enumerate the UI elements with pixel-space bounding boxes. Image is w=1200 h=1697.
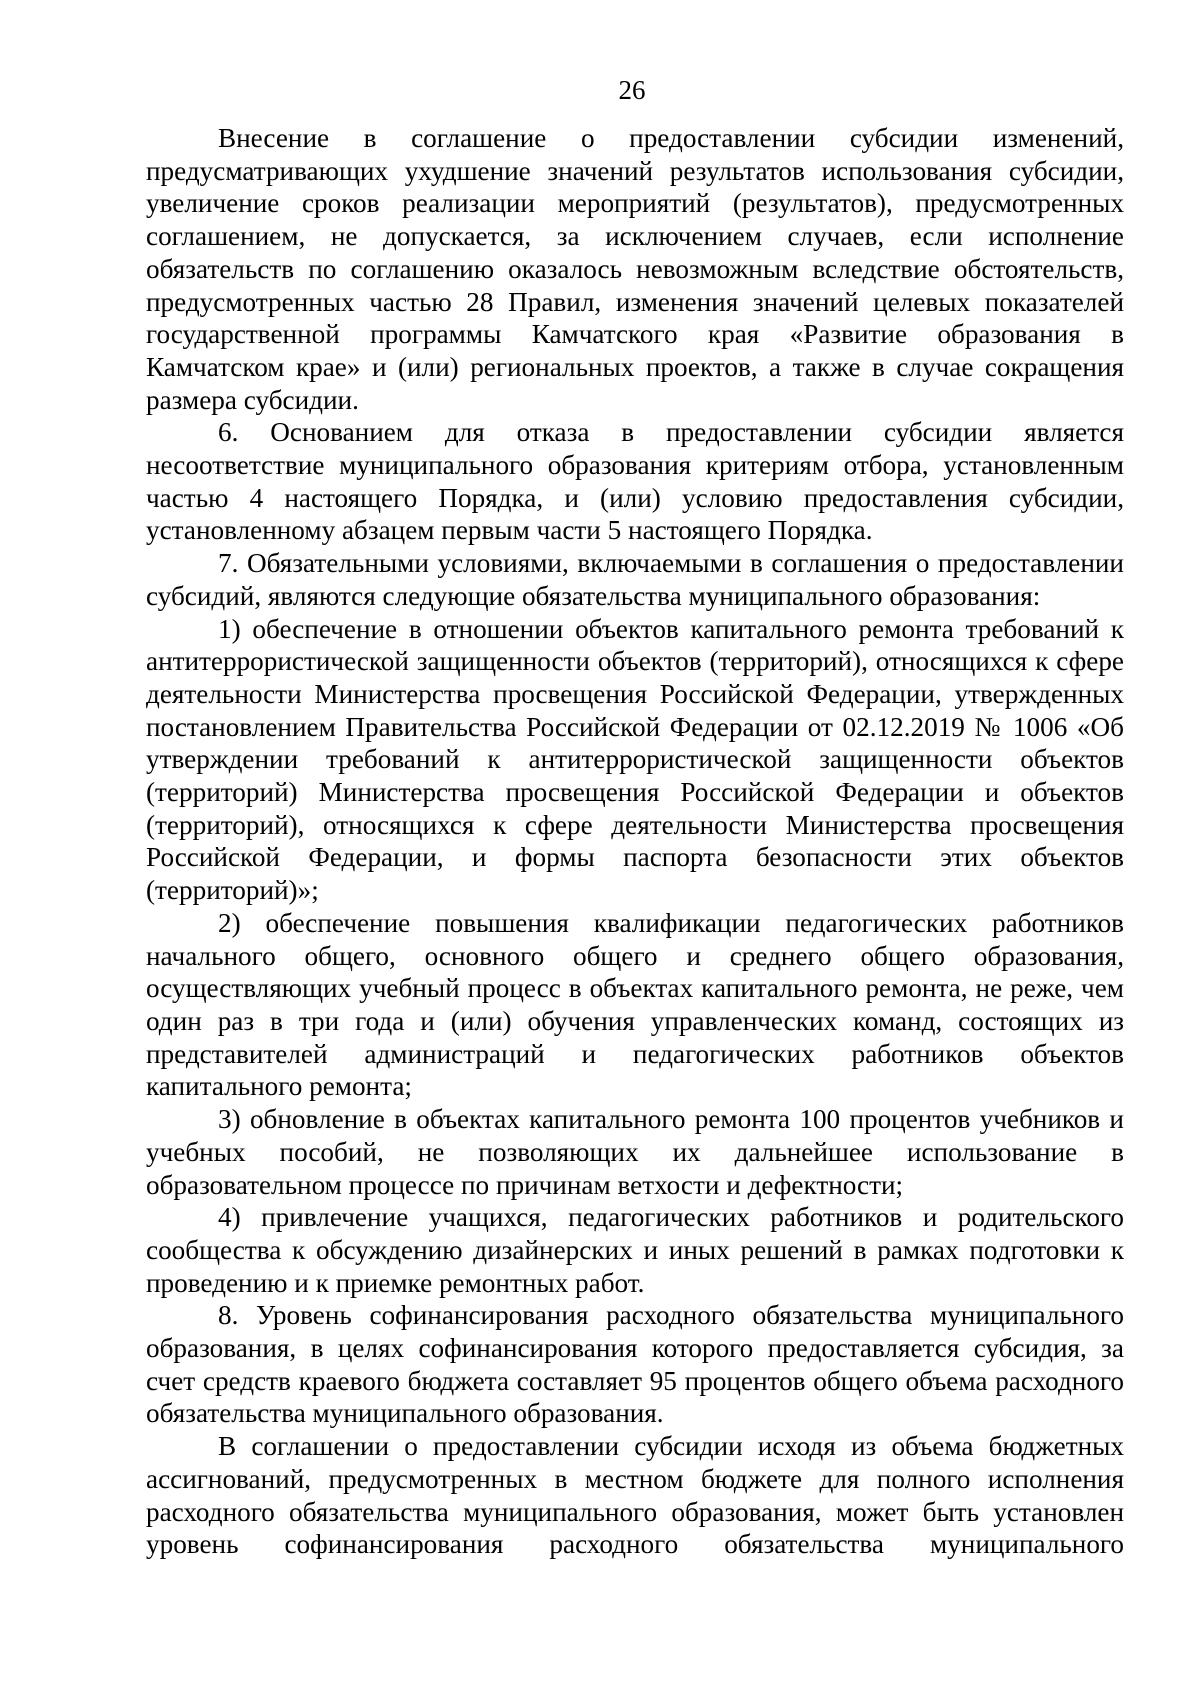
paragraph-7-mandatory-conditions: 7. Обязательными условиями, включаемыми в соглашения о предоставлении субсидий, являются следующие обязательства муниципального образования: bbox=[146, 548, 1124, 611]
paragraph-cofinancing-agreement: В соглашении о предоставлении субсидии исходя из объема бюджетных ассигнований, предусмотренных в местном бюджете для полного исполнения расходного обязательства муниципального образования, может быть установлен уровень софинансирования расходного обязательства муниципального bbox=[146, 1431, 1124, 1560]
paragraph-8-cofinancing-level: 8. Уровень софинансирования расходного обязательства муниципального образования, в целях софинансирования которого предоставляется субсидия, за счет средств краевого бюджета составляет 95 процентов общего объема расходного обязательства муниципального образования. bbox=[146, 1300, 1124, 1429]
document-body bbox=[146, 122, 1124, 1561]
list-item-1-antiterrorism: 1) обеспечение в отношении объектов капитального ремонта требований к антитеррористической защищенности объектов (территорий), относящихся к сфере деятельности Министерства просвещения Российской Федерации, утвержденных постановлением Правительства Российской Федерации от 02.12.2019 № 1006 «Об утверждении требований к антитеррористической защищенности объектов (территорий) Министерства просвещения Российской Федерации и объектов (территорий), относящихся к сфере деятельности Министерства просвещения Российской Федерации, и формы паспорта безопасности этих объектов (территорий)»; bbox=[146, 613, 1124, 906]
page-number: 26 bbox=[618, 75, 646, 105]
paragraph-subsidy-agreement-changes: Внесение в соглашение о предоставлении субсидии изменений, предусматривающих ухудшение значений результатов использования субсидии, увеличение сроков реализации мероприятий (результатов), предусмотренных соглашением, не допускается, за исключением случаев, если исполнение обязательств по соглашению оказалось невозможным вследствие обстоятельств, предусмотренных частью 28 Правил, изменения значений целевых показателей государственной программы Камчатского края «Развитие образования в Камчатском крае» и (или) региональных проектов, а также в случае сокращения размера субсидии. bbox=[146, 123, 1124, 415]
list-item-3-textbooks: 3) обновление в объектах капитального ремонта 100 процентов учебников и учебных пособий, не позволяющих их дальнейшее использование в образовательном процессе по причинам ветхости и дефектности; bbox=[146, 1104, 1124, 1200]
list-item-4-community: 4) привлечение учащихся, педагогических работников и родительского сообщества к обсуждению дизайнерских и иных решений в рамках подготовки к проведению и к приемке ремонтных работ. bbox=[146, 1202, 1124, 1298]
paragraph-6-refusal-grounds: 6. Основанием для отказа в предоставлении субсидии является несоответствие муниципального образования критериям отбора, установленным частью 4 настоящего Порядка, и (или) условию предоставления субсидии, установленному абзацем первым части 5 настоящего Порядка. bbox=[146, 417, 1124, 546]
list-item-2-qualification: 2) обеспечение повышения квалификации педагогических работников начального общего, основного общего и среднего общего образования, осуществляющих учебный процесс в объектах капитального ремонта, не реже, чем один раз в три года и (или) обучения управленческих команд, состоящих из представителей администраций и педагогических работников объектов капитального ремонта; bbox=[146, 907, 1124, 1102]
